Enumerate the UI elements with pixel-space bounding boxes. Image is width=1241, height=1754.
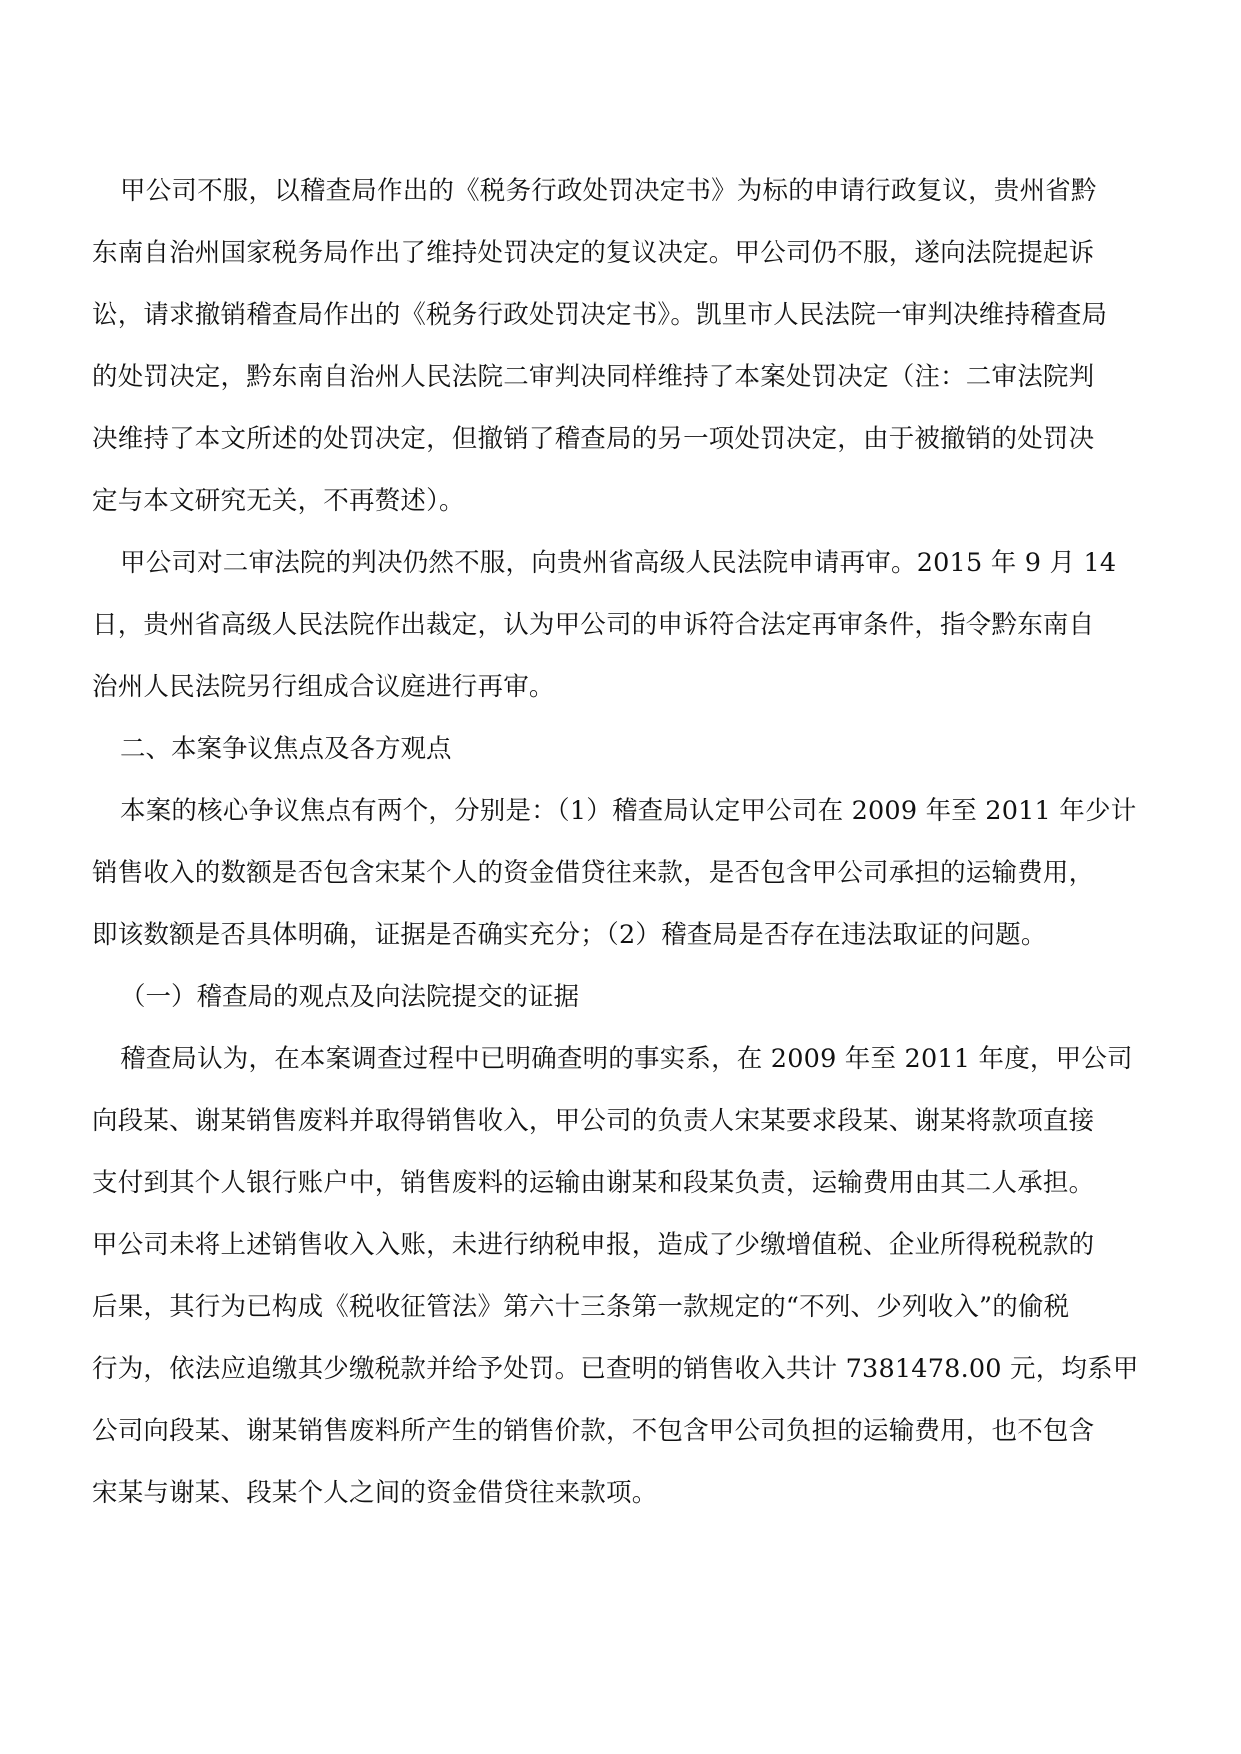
- paragraph-bureau-view: [92, 1028, 1156, 1524]
- text-line: 的处罚决定，黔东南自治州人民法院二审判决同样维持了本案处罚决定（注：二审法院判: [92, 362, 1095, 392]
- paragraph-dispute-focus: [92, 780, 1156, 966]
- text-line: 决维持了本文所述的处罚决定，但撤销了稽查局的另一项处罚决定，由于被撤销的处罚决: [92, 424, 1095, 454]
- paragraph-review-history: [92, 160, 1156, 532]
- text-line: 甲公司未将上述销售收入入账，未进行纳税申报，造成了少缴增值税、企业所得税税款的: [92, 1230, 1095, 1260]
- paragraph-retrial: [92, 532, 1156, 718]
- text-line: 甲公司对二审法院的判决仍然不服，向贵州省高级人民法院申请再审。2015 年 9 月 14: [120, 548, 1117, 578]
- subsection-heading: [92, 966, 1156, 1028]
- document-page: [92, 160, 1156, 1524]
- text-line: 本案的核心争议焦点有两个，分别是：（1）稽查局认定甲公司在 2009 年至 2011 年少计: [120, 796, 1137, 826]
- text-line: 日，贵州省高级人民法院作出裁定，认为甲公司的申诉符合法定再审条件，指令黔东南自: [92, 610, 1095, 640]
- text-line: 即该数额是否具体明确，证据是否确实充分；（2）稽查局是否存在违法取证的问题。: [92, 920, 1047, 950]
- section-heading: [92, 718, 1156, 780]
- heading-text: 二、本案争议焦点及各方观点: [120, 734, 452, 764]
- text-line: 定与本文研究无关，不再赘述）。: [92, 486, 465, 516]
- text-line: 治州人民法院另行组成合议庭进行再审。: [92, 672, 555, 702]
- text-line: 后果，其行为已构成《税收征管法》第六十三条第一款规定的“不列、少列收入”的偷税: [92, 1292, 1070, 1322]
- text-line: 甲公司不服，以稽查局作出的《税务行政处罚决定书》为标的申请行政复议，贵州省黔: [120, 176, 1097, 206]
- text-line: 讼，请求撤销稽查局作出的《税务行政处罚决定书》。凯里市人民法院一审判决维持稽查局: [92, 300, 1108, 330]
- text-line: 稽查局认为，在本案调查过程中已明确查明的事实系，在 2009 年至 2011 年度，甲公司: [120, 1044, 1133, 1074]
- text-line: 行为，依法应追缴其少缴税款并给予处罚。已查明的销售收入共计 7381478.00 元，均系甲: [92, 1354, 1139, 1384]
- text-line: 宋某与谢某、段某个人之间的资金借贷往来款项。: [92, 1478, 658, 1508]
- subheading-text: （一）稽查局的观点及向法院提交的证据: [120, 982, 580, 1012]
- text-line: 东南自治州国家税务局作出了维持处罚决定的复议决定。甲公司仍不服，遂向法院提起诉: [92, 238, 1095, 268]
- text-line: 销售收入的数额是否包含宋某个人的资金借贷往来款，是否包含甲公司承担的运输费用，: [92, 858, 1095, 888]
- text-line: 公司向段某、谢某销售废料所产生的销售价款，不包含甲公司负担的运输费用，也不包含: [92, 1416, 1095, 1446]
- text-line: 向段某、谢某销售废料并取得销售收入，甲公司的负责人宋某要求段某、谢某将款项直接: [92, 1106, 1095, 1136]
- text-line: 支付到其个人银行账户中，销售废料的运输由谢某和段某负责，运输费用由其二人承担。: [92, 1168, 1095, 1198]
